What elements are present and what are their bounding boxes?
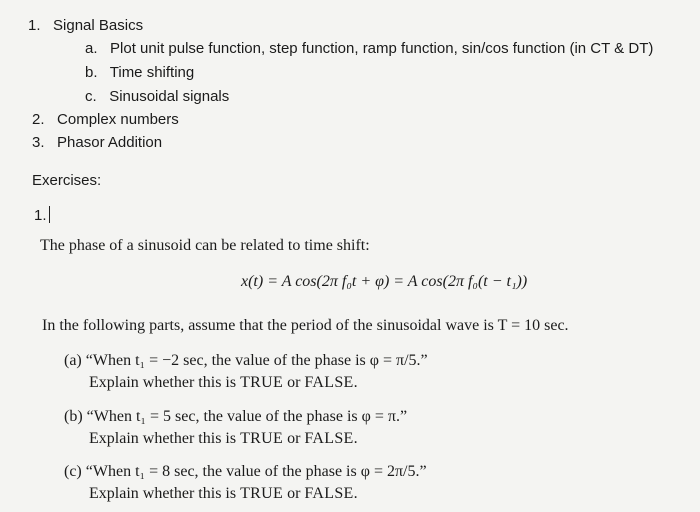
outline-item-3 (32, 134, 162, 151)
or-word: or (283, 374, 305, 391)
text-cursor (49, 206, 50, 223)
or-word: or (283, 430, 305, 447)
part-label: (c) (64, 463, 82, 480)
outline-subitem-c (85, 88, 229, 105)
instruction-text: Explain whether this is (89, 430, 241, 447)
subitem-letter: b. (85, 64, 98, 81)
outline-label: Signal Basics (53, 17, 144, 34)
instruction-text: Explain whether this is (89, 485, 241, 502)
part-b-instruction (89, 430, 358, 448)
subitem-letter: a. (85, 40, 98, 57)
problem-assumption: In the following parts, assume that the period of the sinusoidal wave is T = 10 sec. (42, 317, 569, 334)
part-label: (a) (64, 352, 82, 369)
part-statement: “When t₁ = 5 sec, the value of the phase is φ = π.” (86, 408, 408, 425)
phase-equation: x(t) = A cos(2π f₀t + φ) = A cos(2π f₀(t − t₁)) (241, 273, 528, 290)
exercises-heading: Exercises: (32, 172, 102, 189)
outline-item-1 (28, 17, 143, 34)
part-c-instruction (89, 485, 358, 503)
outline-label: Phasor Addition (57, 134, 163, 151)
part-label: (b) (64, 408, 83, 425)
part-statement: “When t₁ = −2 sec, the value of the phase is φ = π/5.” (85, 352, 428, 369)
problem-intro: The phase of a sinusoid can be related to time shift: (40, 237, 370, 254)
outline-subitem-a (85, 40, 653, 57)
subitem-label: Sinusoidal signals (109, 88, 230, 105)
true-word: TRUE (240, 374, 284, 391)
outline-number: 1. (28, 17, 41, 34)
part-a-statement (64, 352, 428, 370)
false-word: FALSE (304, 485, 354, 502)
outline-number: 3. (32, 134, 45, 151)
subitem-letter: c. (85, 88, 97, 105)
exercise-number: 1. (34, 207, 47, 224)
subitem-label: Time shifting (109, 64, 195, 81)
outline-number: 2. (32, 111, 45, 128)
part-statement: “When t₁ = 8 sec, the value of the phase is φ = 2π/5.” (85, 463, 427, 480)
end-punct: . (353, 430, 358, 447)
end-punct: . (353, 374, 358, 391)
exercise-item[interactable] (34, 206, 50, 224)
outline-subitem-b (85, 64, 194, 81)
instruction-text: Explain whether this is (89, 374, 241, 391)
true-word: TRUE (240, 430, 284, 447)
subitem-label: Plot unit pulse function, step function, ramp function, sin/cos function (in CT & DT) (110, 40, 654, 57)
part-c-statement (64, 463, 427, 481)
or-word: or (283, 485, 305, 502)
part-a-instruction (89, 374, 358, 392)
part-b-statement (64, 408, 407, 426)
end-punct: . (353, 485, 358, 502)
outline-item-2 (32, 111, 179, 128)
outline-label: Complex numbers (57, 111, 179, 128)
false-word: FALSE (304, 430, 354, 447)
false-word: FALSE (304, 374, 354, 391)
true-word: TRUE (240, 485, 284, 502)
